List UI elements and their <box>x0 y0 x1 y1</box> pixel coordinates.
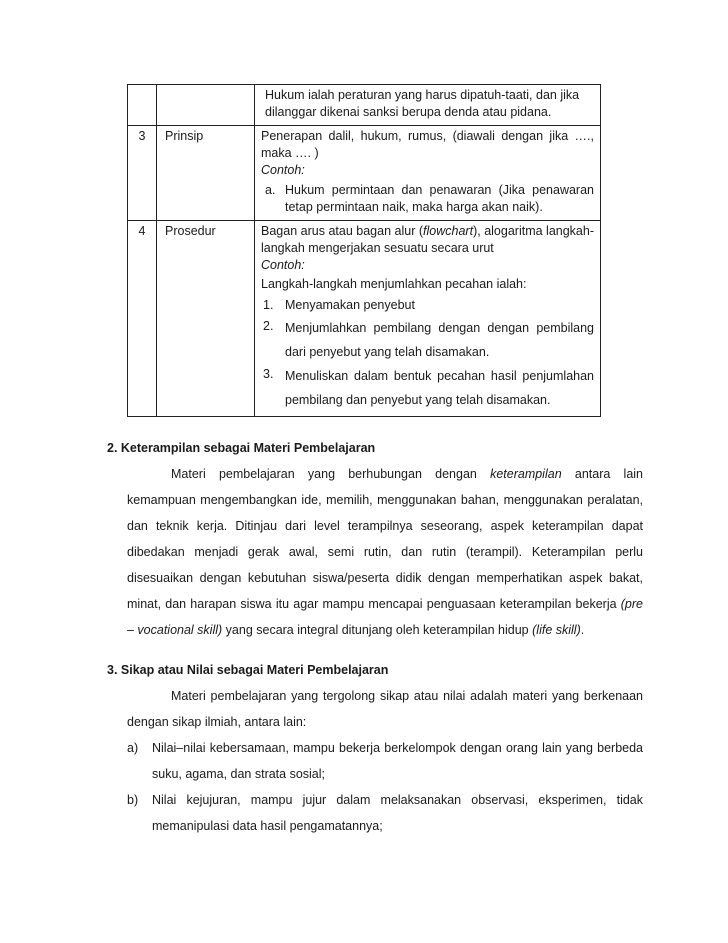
para-italic: (life skill) <box>532 623 581 637</box>
list-text: Nilai kejujuran, mampu jujur dalam melaksanakan observasi, eksperimen, tidak memanipulasi data hasil pengamatannya; <box>152 793 643 833</box>
para-text: Materi pembelajaran yang tergolong sikap atau nilai adalah materi yang berkenaan dengan sikap ilmiah, antara lain: <box>127 689 643 729</box>
list-marker: 1. <box>263 298 274 312</box>
table-row <box>128 85 601 126</box>
list-marker: 3. <box>263 367 274 381</box>
value-list <box>127 735 643 839</box>
name-cell: Prinsip <box>157 126 255 221</box>
para-text: Materi pembelajaran yang berhubungan dengan <box>171 467 491 481</box>
contoh-label: Contoh: <box>261 163 305 177</box>
paragraph <box>127 461 643 643</box>
desc-italic: flowchart <box>423 224 474 238</box>
list-item <box>261 316 594 364</box>
num-cell: 4 <box>128 221 157 417</box>
contoh-label: Contoh: <box>261 258 305 272</box>
section-heading: 2. Keterampilan sebagai Materi Pembelajaran <box>107 441 376 455</box>
para-text: yang secara integral ditunjang oleh keterampilan hidup <box>222 623 533 637</box>
list-marker: a. <box>265 183 276 197</box>
list-item <box>127 735 643 787</box>
table-row <box>128 221 601 417</box>
list-text: Menjumlahkan pembilang dengan dengan pembilang dari penyebut yang telah disamakan. <box>285 321 594 359</box>
lead-text: Langkah-langkah menjumlahkan pecahan ialah: <box>261 277 527 291</box>
name-cell: Prosedur <box>157 221 255 417</box>
list-item <box>261 182 594 216</box>
desc-part: ), alogaritma langkah-langkah mengerjakan sesuatu secara urut <box>261 224 594 255</box>
name-cell <box>157 85 255 126</box>
list-text: Hukum permintaan dan penawaran (Jika penawaran tetap permintaan naik, maka harga akan naik). <box>285 183 594 214</box>
materi-table <box>127 84 601 417</box>
desc-text: Penerapan dalil, hukum, rumus, (diawali dengan jika …., maka …. ) <box>261 129 594 160</box>
para-text: antara lain kemampuan mengembangkan ide, memilih, menggunakan bahan, menggunakan peralatan, dan teknik kerja. Ditinjau dari level terampilnya seseorang, aspek keterampilan dapat dibedakan menjadi gerak awal, semi rutin, dan rutin (terampil). Keterampilan perlu disesuaikan dengan kebutuhan siswa/peserta didik dengan memperhatikan aspek bakat, minat, dan harapan siswa itu agar mampu mencapai penguasaan keterampilan bekerja <box>127 467 643 611</box>
table-row <box>128 126 601 221</box>
num-cell <box>128 85 157 126</box>
desc-part: Bagan arus atau bagan alur ( <box>261 224 424 238</box>
list-text: Nilai–nilai kebersamaan, mampu bekerja berkelompok dengan orang lain yang berbeda suku, agama, dan strata sosial; <box>152 741 643 781</box>
desc-cell <box>255 221 601 417</box>
desc-text: Hukum ialah peraturan yang harus dipatuh-taati, dan jika <box>265 88 580 102</box>
list-marker: a) <box>127 741 139 755</box>
desc-text: dilanggar dikenai sanksi berupa denda atau pidana. <box>265 105 552 119</box>
desc-cell <box>255 126 601 221</box>
paragraph <box>127 683 643 735</box>
list-text: Menyamakan penyebut <box>285 298 415 312</box>
para-text: . <box>580 623 585 637</box>
list-text: Menuliskan dalam bentuk pecahan hasil penjumlahan pembilang dan penyebut yang telah disamakan. <box>285 369 594 407</box>
para-italic: (pre – vocational skill) <box>127 597 643 637</box>
list-marker: 2. <box>263 319 274 333</box>
para-italic: keterampilan <box>490 467 562 481</box>
num-cell: 3 <box>128 126 157 221</box>
list-marker: b) <box>127 793 139 807</box>
list-item <box>261 295 594 316</box>
desc-cell <box>255 85 601 126</box>
list-item <box>261 364 594 412</box>
section-heading: 3. Sikap atau Nilai sebagai Materi Pembelajaran <box>107 663 389 677</box>
desc-text <box>261 223 594 257</box>
list-item <box>127 787 643 839</box>
